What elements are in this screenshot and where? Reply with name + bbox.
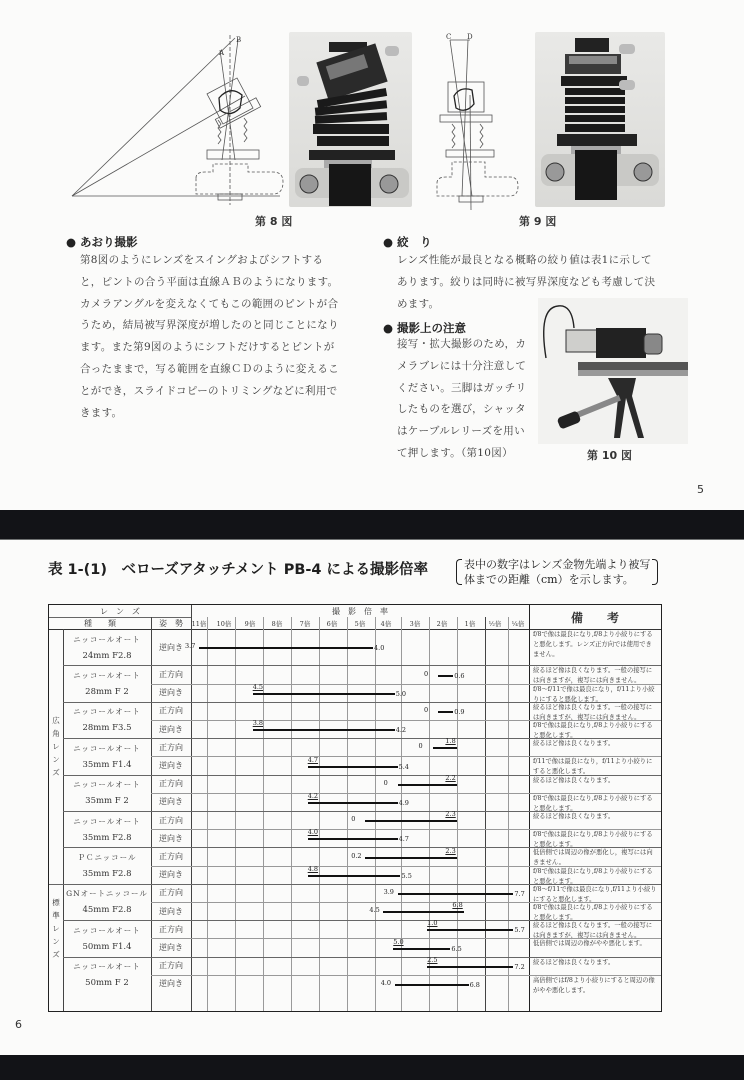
range-end-value: 1.8 (445, 737, 456, 746)
lens-name-cell (63, 811, 151, 847)
category-char: 角 (52, 729, 60, 739)
magnification-range-bar (398, 784, 458, 786)
remark-cell: 絞るほど像は良くなります。 (533, 740, 615, 748)
range-end-value: 5.7 (514, 926, 525, 935)
magnification-range-bar (253, 693, 395, 695)
scale-label: 8倍 (271, 620, 283, 628)
figure-10-photo (538, 298, 688, 444)
orientation-cell: 逆向き (159, 724, 183, 734)
range-start-value: 0 (418, 742, 423, 751)
magnification-range-bar (398, 893, 514, 895)
category-char: 広 (52, 716, 60, 726)
scale-label: ½倍 (488, 620, 502, 628)
figure-8-diagram (60, 30, 300, 215)
scale-gridline (347, 617, 348, 1011)
lens-spec: 35mm F 2 (85, 796, 129, 807)
range-end-value: 6.8 (452, 901, 463, 910)
lens-name-cell (63, 847, 151, 883)
magnification-range-bar (308, 875, 401, 877)
lens-spec: 35mm F1.4 (82, 759, 132, 770)
orientation-cell: 逆向き (159, 870, 183, 880)
remark-cell: f/8で像は最良になり,f/8より小絞りにすると悪化します。 (533, 904, 653, 921)
orientation-cell: 正方向 (159, 706, 183, 716)
range-start-value: 4.0 (307, 828, 319, 837)
range-start-value: 3.8 (252, 719, 264, 728)
page-number-5: 5 (697, 483, 704, 496)
lens-name: ＰＣニッコール (77, 853, 137, 863)
remark-cell: f/8で像は最良になり,f/8より小絞りにすると悪化します。 (533, 831, 653, 848)
range-start-value: 5.0 (393, 937, 404, 946)
remark-cell: 低倍側では周辺の像が悪化し，複写には向きません。 (533, 849, 653, 866)
lens-spec: 28mm F 2 (85, 687, 129, 698)
orientation-cell: 正方向 (159, 888, 183, 898)
scale-gridline (263, 617, 264, 1011)
range-start-value: 4.8 (307, 864, 319, 873)
category-char: ズ (52, 768, 60, 778)
page-5 (0, 0, 744, 510)
figure-9-caption: 第 9 図 (519, 215, 557, 228)
lens-category-label (50, 896, 62, 961)
range-end-value: 4.2 (395, 726, 407, 735)
category-char: 準 (52, 911, 60, 921)
lens-name: ニッコールオート (73, 925, 141, 935)
figure-8-caption: 第 8 図 (255, 215, 293, 228)
range-end-value: 7.2 (514, 962, 525, 971)
category-char: 標 (52, 898, 60, 908)
remark-cell: 絞るほど像は良くなります。一般の接写には向きますが，複写には向きません。 (533, 922, 653, 939)
range-start-value: 4.5 (252, 682, 264, 691)
orientation-cell: 逆向き (159, 942, 183, 952)
section-heading-precautions: ● 撮影上の注意 (383, 321, 467, 335)
scale-label: 1倍 (464, 620, 476, 628)
magnification-range-bar (395, 984, 469, 986)
remark-cell: f/8で像は最良になり,f/8より小絞りにすると悪化します。レンズ正方向では使用できません。 (533, 631, 653, 658)
magnification-range-bar (427, 929, 513, 931)
remark-cell: f/8で像は最良になり,f/8より小絞りにすると悪化します。 (533, 794, 653, 811)
range-start-value: 4.2 (307, 791, 319, 800)
orientation-cell: 逆向き (159, 797, 183, 807)
header-divider (49, 617, 191, 618)
range-end-value: 4.7 (398, 835, 409, 844)
magnification-range-bar (253, 729, 395, 731)
range-end-value: 2.3 (445, 846, 456, 855)
lens-name-cell (63, 957, 151, 993)
range-start-value: 3.9 (383, 887, 394, 896)
magnification-table (48, 604, 662, 1012)
remark-cell: 低倍側では周辺の像がやや悪化します。 (533, 940, 646, 948)
figure-9-photo (535, 32, 665, 207)
orientation-cell: 逆向き (159, 906, 183, 916)
figure-8-photo (289, 32, 412, 207)
bottom-band (0, 1055, 744, 1080)
orientation-cell: 逆向き (159, 833, 183, 843)
orientation-cell: 正方向 (159, 851, 183, 861)
scale-label: 11倍 (191, 620, 207, 628)
lens-name: ニッコールオート (73, 707, 141, 717)
orientation-cell: 正方向 (159, 669, 183, 679)
scale-label: 5倍 (354, 620, 366, 628)
orientation-cell: 逆向き (159, 688, 183, 698)
page-number-6: 6 (15, 1018, 22, 1031)
magnification-range-bar (365, 820, 457, 822)
range-end-value: 7.7 (514, 889, 525, 898)
lens-name-cell (63, 884, 151, 920)
orientation-cell: 正方向 (159, 961, 183, 971)
lens-spec: 24mm F2.8 (82, 650, 132, 661)
remark-cell: 絞るほど像は良くなります。 (533, 958, 615, 966)
svg-text:C: C (446, 33, 452, 41)
range-start-value: 4.0 (380, 978, 392, 987)
scale-gridline (485, 617, 486, 1011)
scale-label: 10倍 (216, 620, 232, 628)
header-remarks: 備 考 (570, 610, 619, 625)
section-body-precautions: 接写・拡大撮影のため，カ メラブレには十分注意して ください。三脚はガッチリ したものを選び，シャッタ はケーブルレリーズを用い て押します。（第10図） (397, 338, 527, 459)
section-body-aperture: レンズ性能が最良となる概略の絞り値は表1に示して あります。絞りは同時に被写界深度なども考慮して決 めます。 (397, 254, 656, 310)
scale-label: 7倍 (299, 620, 311, 628)
remark-cell: 絞るほど像は良くなります。一般の接写には向きますが，複写には向きません。 (533, 667, 653, 684)
lens-category-label (50, 714, 62, 779)
range-end-value: 5.4 (398, 762, 409, 771)
range-end-value: 0.6 (454, 671, 465, 680)
magnification-range-bar (438, 711, 453, 713)
range-start-value: 2.5 (427, 955, 438, 964)
category-char: ン (52, 755, 60, 765)
lens-name-cell (63, 920, 151, 956)
lens-spec: 45mm F2.8 (82, 905, 132, 916)
remark-cell: f/8〜f/11で像は最良になり，f/11より小絞りにすると悪化します。 (533, 685, 655, 702)
table-note: 表中の数字はレンズ金物先端より被写 体までの距離（cm）を示します。 (456, 557, 658, 587)
scale-label: 9倍 (244, 620, 256, 628)
header-lens: レ ン ズ (100, 606, 140, 616)
lens-name: ニッコールオート (73, 671, 141, 681)
scale-label: ¼倍 (511, 620, 525, 628)
category-char: ン (52, 937, 60, 947)
magnification-range-bar (383, 911, 464, 913)
lens-name-cell (63, 702, 151, 738)
range-start-value: 0.2 (351, 851, 362, 860)
lens-name-cell (63, 738, 151, 774)
svg-text:B: B (236, 36, 242, 44)
lens-name-cell (63, 629, 151, 665)
scale-gridline (235, 617, 236, 1011)
orientation-cell: 逆向き (159, 760, 183, 770)
magnification-range-bar (393, 948, 450, 950)
lens-name: ニッコールオート (73, 816, 141, 826)
scale-gridline (291, 617, 292, 1011)
header-magnification: 撮 影 倍 率 (332, 606, 388, 616)
category-char: レ (52, 742, 60, 752)
orientation-cell: 正方向 (159, 779, 183, 789)
header-orientation: 姿 勢 (159, 618, 183, 628)
range-start-value: 0 (423, 669, 429, 678)
lens-name: ニッコールオート (73, 962, 141, 972)
range-end-value: 5.0 (395, 689, 407, 698)
range-start-value: 0 (423, 705, 429, 714)
range-end-value: 6.8 (469, 980, 480, 989)
range-end-value: 2.2 (445, 773, 456, 782)
svg-text:A: A (219, 49, 225, 57)
remark-cell: f/11で像は最良になり，f/11より小絞りにすると悪化します。 (533, 758, 653, 775)
scale-gridline (401, 617, 402, 1011)
scale-label: 2倍 (436, 620, 448, 628)
orientation-cell: 逆向き (159, 642, 183, 652)
category-char: ズ (52, 950, 60, 960)
figure-10-caption: 第 10 図 (587, 449, 632, 462)
orientation-cell: 正方向 (159, 742, 183, 752)
header-type: 種 類 (84, 618, 116, 628)
category-char: レ (52, 924, 60, 934)
range-start-value: 1.0 (427, 919, 438, 928)
remark-cell: f/8で像は最良になり,f/8より小絞りにすると悪化します。 (533, 722, 653, 739)
range-start-value: 0 (383, 778, 388, 787)
section-body-tilt-shift: 第8図のようにレンズをスイングおよびシフトする と，ピントの合う平面は直線ＡＢのようになります。 カメラアングルを変えなくてもこの範囲のピントが合 うため，結局被写界深度が増したのと同じことになり ます。また第9図のようにシフトだけするとピントが 合ったままで，写る範囲を直線ＣＤのように変えるこ とができ，スライドコピーのトリミングなどに利用で きます。 (80, 254, 339, 419)
magnification-range-bar (199, 647, 373, 649)
svg-text:D: D (467, 33, 473, 41)
lens-name: ニッコールオート (73, 743, 141, 753)
magnification-range-bar (427, 966, 513, 968)
remark-cell: 絞るほど像は良くなります。 (533, 813, 615, 820)
remark-cell: f/8〜f/11で像は最良になり,f/11より小絞りにすると悪化します。 (533, 885, 657, 902)
magnification-range-bar (308, 838, 398, 840)
lens-spec: 50mm F 2 (85, 978, 129, 989)
magnification-range-bar (433, 747, 458, 749)
scale-label: 3倍 (409, 620, 421, 628)
remark-cell: 高倍側ではf/8より小絞りにすると周辺の像がやや悪化します。 (533, 976, 655, 993)
range-start-value: 4.7 (307, 755, 319, 764)
range-start-value: 3.7 (185, 642, 196, 651)
scale-label: 6倍 (326, 620, 338, 628)
remark-cell: f/8で像は最良になり,f/8より小絞りにすると悪化します。 (533, 867, 653, 884)
orientation-cell: 逆向き (159, 979, 183, 989)
table-title: 表 1-(1) ベローズアタッチメント PB-4 による撮影倍率 (48, 562, 429, 578)
remark-cell: 絞るほど像は良くなります。一般の接写には向きますが，複写には向きません。 (533, 703, 653, 720)
lens-name: GNオートニッコール (66, 889, 148, 899)
lens-name-cell (63, 665, 151, 701)
scale-gridline (375, 617, 376, 1011)
range-end-value: 2.3 (445, 810, 456, 819)
magnification-range-bar (308, 802, 398, 804)
lens-spec: 50mm F1.4 (82, 941, 132, 952)
scale-gridline (319, 617, 320, 1011)
range-end-value: 0.9 (454, 707, 465, 716)
orientation-cell: 正方向 (159, 924, 183, 934)
lens-spec: 35mm F2.8 (82, 869, 132, 880)
scale-gridline (508, 617, 509, 1011)
scale-label: 4倍 (380, 620, 392, 628)
magnification-range-bar (365, 857, 457, 859)
section-heading-aperture: ● 絞 り (383, 235, 432, 249)
orientation-cell: 正方向 (159, 815, 183, 825)
scale-gridline (207, 617, 208, 1011)
scale-gridline (429, 617, 430, 1011)
page-separator (0, 510, 744, 540)
range-end-value: 5.5 (401, 871, 412, 880)
range-end-value: 6.5 (451, 944, 462, 953)
range-end-value: 4.0 (374, 644, 385, 653)
range-start-value: 0 (351, 815, 356, 824)
section-heading-tilt-shift: ● あおり撮影 (66, 235, 138, 249)
remark-cell: 絞るほど像は良くなります。 (533, 776, 615, 784)
lens-spec: 35mm F2.8 (82, 832, 132, 843)
range-start-value: 4.5 (369, 906, 380, 915)
magnification-range-bar (308, 766, 398, 768)
lens-name-cell (63, 775, 151, 811)
range-end-value: 4.9 (398, 798, 409, 807)
lens-name: ニッコールオート (73, 634, 141, 644)
lens-name: ニッコールオート (73, 780, 141, 790)
lens-spec: 28mm F3.5 (82, 723, 132, 734)
magnification-range-bar (438, 675, 453, 677)
